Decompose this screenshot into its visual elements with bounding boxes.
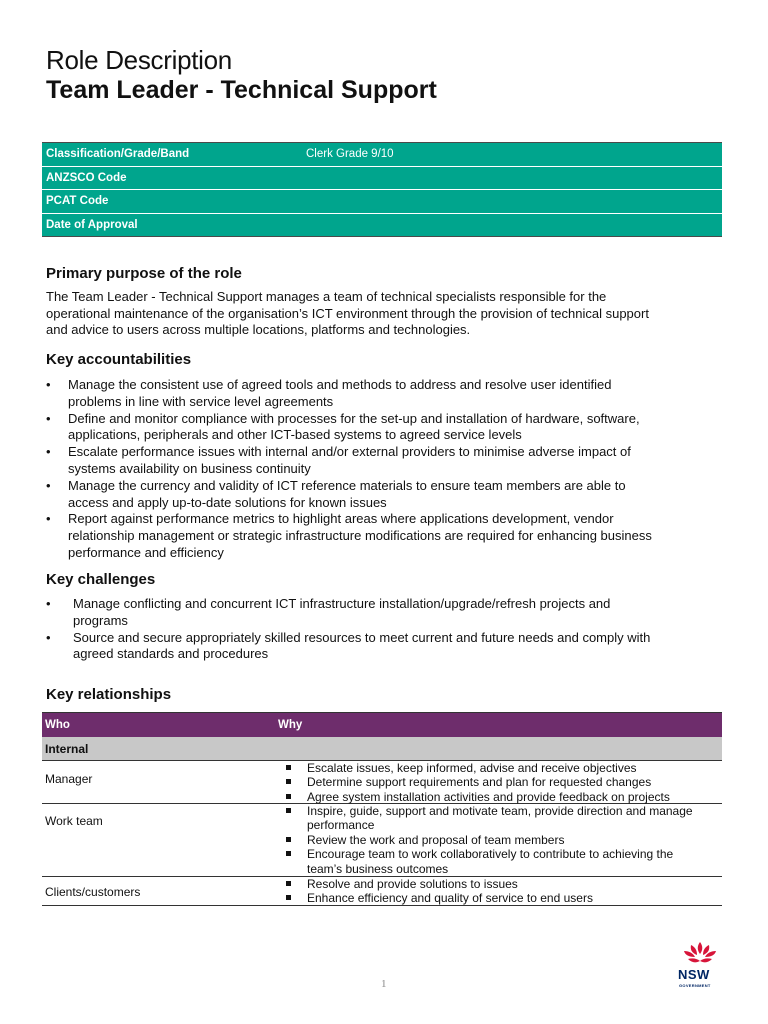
challenges-list [46,596,726,663]
square-bullet-icon [286,837,291,842]
square-bullet-icon [286,765,291,770]
item-line: Manage the currency and validity of ICT reference materials to ensure team members are able to [68,477,626,493]
approval-date-label: Date of Approval [46,218,138,231]
why-line: Resolve and provide solutions to issues [307,877,518,891]
why-item [286,790,722,804]
internal-group-row [42,737,722,761]
item-line: performance and efficiency [68,544,224,560]
purpose-text [46,289,710,339]
relationships-table [42,712,722,906]
relationship-row-manager [42,761,722,804]
challenges-heading: Key challenges [46,571,156,588]
anzsco-row [42,167,722,191]
accountability-item [46,511,726,561]
item-line: relationship management or strategic infrastructure modifications are required for enhancing business [68,528,652,544]
nsw-logo-text: NSW [678,967,710,982]
bullet-icon: • [46,629,51,645]
item-line: systems availability on business continuity [68,460,311,476]
why-item [286,833,722,847]
relationship-why-list [42,804,722,876]
item-line: programs [73,612,128,628]
why-line: performance [307,818,375,833]
approval-date-row [42,214,722,237]
accountability-item [46,478,726,512]
relationship-why-list [42,761,722,804]
why-line: Determine support requirements and plan for requested changes [307,775,652,790]
why-item [286,761,722,775]
relationship-row-work-team [42,804,722,877]
relationship-who: Work team [45,814,103,828]
relationships-heading: Key relationships [46,686,172,703]
item-line: applications, peripherals and other ICT-based systems to agreed service levels [68,427,522,443]
square-bullet-icon [286,881,291,886]
item-line: Escalate performance issues with internal and/or external providers to minimise adverse impact of [68,444,631,460]
why-line: team’s business outcomes [307,861,449,876]
bullet-icon: • [46,477,51,493]
internal-group-label: Internal [45,742,89,756]
bullet-icon: • [46,377,51,392]
classification-table [42,142,722,237]
why-column-header: Why [278,719,303,731]
item-line: agreed standards and procedures [73,646,269,662]
why-item [286,775,722,789]
square-bullet-icon [286,779,291,784]
challenge-item [46,596,726,630]
square-bullet-icon [286,794,291,799]
why-line: Enhance efficiency and quality of service to end users [307,891,593,906]
square-bullet-icon [286,895,291,900]
item-line: Report against performance metrics to highlight areas where applications development, vendor [68,511,614,527]
bullet-icon: • [46,410,51,426]
purpose-line: The Team Leader - Technical Support manages a team of technical specialists responsible for the [46,289,607,304]
why-item [286,804,722,833]
why-item [286,877,722,891]
why-line: Inspire, guide, support and motivate team, provide direction and manage [307,804,693,818]
classification-label: Classification/Grade/Band [46,148,190,160]
item-line: Manage the consistent use of agreed tools and methods to address and resolve user identified [68,377,612,392]
document-type-heading: Role Description [46,45,232,75]
square-bullet-icon [286,851,291,856]
why-line: Encourage team to work collaboratively to contribute to achieving the [307,847,674,862]
relationship-why-list [42,877,722,906]
challenge-item [46,630,726,664]
bullet-icon: • [46,596,51,611]
classification-row [42,143,722,167]
accountability-item [46,444,726,478]
why-line: Review the work and proposal of team members [307,832,565,847]
pcat-label: PCAT Code [46,195,109,207]
purpose-heading: Primary purpose of the role [46,265,242,282]
relationship-row-clients [42,877,722,906]
classification-value: Clerk Grade 9/10 [306,148,394,160]
bullet-icon: • [46,511,51,527]
purpose-line: and advice to users across multiple locations, platforms and technologies. [46,322,471,337]
accountability-item [46,377,726,411]
purpose-line: operational maintenance of the organisation’s ICT environment through the provision of technical support [46,305,649,321]
accountabilities-heading: Key accountabilities [46,351,192,368]
item-line: problems in line with service level agreements [68,393,334,409]
item-line: Manage conflicting and concurrent ICT infrastructure installation/upgrade/refresh projects and [73,596,611,611]
why-item [286,891,722,905]
pcat-row [42,190,722,214]
accountability-item [46,411,726,445]
item-line: access and apply up-to-date solutions for known issues [68,494,387,510]
nsw-logo-subtext: GOVERNMENT [679,983,711,988]
item-line: Define and monitor compliance with processes for the set-up and installation of hardware, software, [68,410,640,426]
why-item [286,847,722,876]
who-column-header: Who [45,719,70,731]
square-bullet-icon [286,808,291,813]
bullet-icon: • [46,444,51,460]
why-line: Agree system installation activities and provide feedback on projects [307,789,670,804]
page-number: 1 [381,978,387,990]
role-title: Team Leader - Technical Support [46,76,437,104]
relationship-who: Manager [45,772,93,786]
relationship-who: Clients/customers [45,885,141,899]
accountabilities-list [46,377,726,562]
item-line: Source and secure appropriately skilled resources to meet current and future needs and comply with [73,629,651,645]
anzsco-label: ANZSCO Code [46,171,127,184]
relationships-header-row [42,712,722,737]
why-line: Escalate issues, keep informed, advise and receive objectives [307,761,637,775]
